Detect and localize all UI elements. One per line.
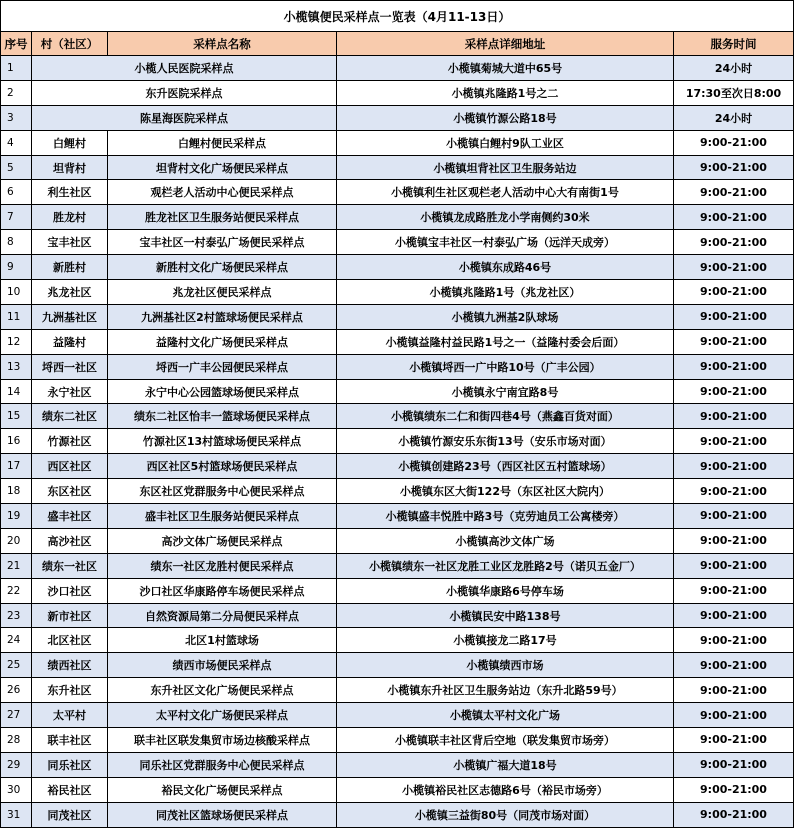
table-row <box>1 80 794 105</box>
cell-village[interactable]: 九洲基社区 <box>32 304 108 329</box>
cell-village[interactable]: 胜龙村 <box>32 205 108 230</box>
cell-no[interactable]: 19 <box>1 504 32 529</box>
table-row <box>1 728 794 753</box>
table-row <box>1 354 794 379</box>
cell-village[interactable]: 坦背村 <box>32 155 108 180</box>
cell-site-name[interactable]: 东升医院采样点 <box>32 80 337 105</box>
cell-address[interactable]: 小榄镇埒西一广中路10号（广丰公园） <box>337 354 674 379</box>
cell-village[interactable]: 西区社区 <box>32 454 108 479</box>
cell-address[interactable]: 小榄镇太平村文化广场 <box>337 703 674 728</box>
cell-site-name[interactable]: 陈星海医院采样点 <box>32 105 337 130</box>
cell-hours[interactable]: 9:00-21:00 <box>674 752 794 777</box>
cell-no[interactable]: 3 <box>1 105 32 130</box>
cell-village[interactable]: 宝丰社区 <box>32 230 108 255</box>
cell-hours[interactable]: 9:00-21:00 <box>674 454 794 479</box>
cell-hours[interactable]: 9:00-21:00 <box>674 678 794 703</box>
cell-no[interactable]: 2 <box>1 80 32 105</box>
cell-site-name[interactable]: 绩东二社区怡丰一篮球场便民采样点 <box>108 404 337 429</box>
cell-address[interactable]: 小榄镇九洲基2队球场 <box>337 304 674 329</box>
cell-no[interactable]: 1 <box>1 56 32 81</box>
cell-village[interactable]: 绩东二社区 <box>32 404 108 429</box>
cell-village[interactable]: 联丰社区 <box>32 728 108 753</box>
cell-site-name[interactable]: 胜龙社区卫生服务站便民采样点 <box>108 205 337 230</box>
cell-site-name[interactable]: 九洲基社区2村篮球场便民采样点 <box>108 304 337 329</box>
cell-address[interactable]: 小榄镇裕民社区志德路6号（裕民市场旁） <box>337 777 674 802</box>
cell-hours[interactable]: 9:00-21:00 <box>674 230 794 255</box>
cell-site-name[interactable]: 坦背村文化广场便民采样点 <box>108 155 337 180</box>
cell-village[interactable]: 沙口社区 <box>32 578 108 603</box>
cell-hours[interactable]: 24小时 <box>674 105 794 130</box>
cell-no[interactable]: 5 <box>1 155 32 180</box>
cell-no[interactable]: 9 <box>1 255 32 280</box>
table-row <box>1 653 794 678</box>
cell-village[interactable]: 东区社区 <box>32 479 108 504</box>
cell-no[interactable]: 30 <box>1 777 32 802</box>
table-row <box>1 504 794 529</box>
cell-no[interactable]: 25 <box>1 653 32 678</box>
cell-no[interactable]: 4 <box>1 130 32 155</box>
cell-no[interactable]: 17 <box>1 454 32 479</box>
cell-address[interactable]: 小榄镇坦背社区卫生服务站边 <box>337 155 674 180</box>
cell-village[interactable]: 新市社区 <box>32 603 108 628</box>
cell-village[interactable]: 埒西一社区 <box>32 354 108 379</box>
cell-no[interactable]: 15 <box>1 404 32 429</box>
cell-site-name[interactable]: 白鲤村便民采样点 <box>108 130 337 155</box>
cell-no[interactable]: 23 <box>1 603 32 628</box>
cell-no[interactable]: 16 <box>1 429 32 454</box>
cell-site-name[interactable]: 同乐社区党群服务中心便民采样点 <box>108 752 337 777</box>
cell-site-name[interactable]: 益隆村文化广场便民采样点 <box>108 329 337 354</box>
table-row <box>1 454 794 479</box>
cell-site-name[interactable]: 小榄人民医院采样点 <box>32 56 337 81</box>
cell-hours[interactable]: 9:00-21:00 <box>674 404 794 429</box>
cell-hours[interactable]: 9:00-21:00 <box>674 528 794 553</box>
cell-hours[interactable]: 9:00-21:00 <box>674 578 794 603</box>
table-row <box>1 379 794 404</box>
cell-hours[interactable]: 9:00-21:00 <box>674 379 794 404</box>
cell-village[interactable]: 竹源社区 <box>32 429 108 454</box>
cell-village[interactable]: 利生社区 <box>32 180 108 205</box>
cell-hours[interactable]: 9:00-21:00 <box>674 703 794 728</box>
cell-hours[interactable]: 9:00-21:00 <box>674 504 794 529</box>
cell-village[interactable]: 永宁社区 <box>32 379 108 404</box>
cell-site-name[interactable]: 北区1村篮球场 <box>108 628 337 653</box>
cell-address[interactable]: 小榄镇利生社区观栏老人活动中心大有南街1号 <box>337 180 674 205</box>
cell-site-name[interactable]: 联丰社区联发集贸市场边核酸采样点 <box>108 728 337 753</box>
cell-village[interactable]: 新胜村 <box>32 255 108 280</box>
cell-hours[interactable]: 9:00-21:00 <box>674 429 794 454</box>
cell-hours[interactable]: 9:00-21:00 <box>674 280 794 305</box>
cell-address[interactable]: 小榄镇龙成路胜龙小学南侧约30米 <box>337 205 674 230</box>
cell-hours[interactable]: 9:00-21:00 <box>674 354 794 379</box>
cell-no[interactable]: 28 <box>1 728 32 753</box>
cell-site-name[interactable]: 东升社区文化广场便民采样点 <box>108 678 337 703</box>
cell-address[interactable]: 小榄镇创建路23号（西区社区五村篮球场） <box>337 454 674 479</box>
cell-hours[interactable]: 9:00-21:00 <box>674 255 794 280</box>
table-row <box>1 528 794 553</box>
cell-village[interactable]: 盛丰社区 <box>32 504 108 529</box>
cell-address[interactable]: 小榄镇竹源安乐东街13号（安乐市场对面） <box>337 429 674 454</box>
cell-village[interactable]: 益隆村 <box>32 329 108 354</box>
cell-hours[interactable]: 9:00-21:00 <box>674 479 794 504</box>
cell-hours[interactable]: 9:00-21:00 <box>674 802 794 827</box>
cell-site-name[interactable]: 观栏老人活动中心便民采样点 <box>108 180 337 205</box>
table-row <box>1 678 794 703</box>
cell-site-name[interactable]: 竹源社区13村篮球场便民采样点 <box>108 429 337 454</box>
table-row <box>1 628 794 653</box>
cell-no[interactable]: 18 <box>1 479 32 504</box>
cell-site-name[interactable]: 东区社区党群服务中心便民采样点 <box>108 479 337 504</box>
cell-hours[interactable]: 9:00-21:00 <box>674 777 794 802</box>
cell-village[interactable]: 高沙社区 <box>32 528 108 553</box>
cell-no[interactable]: 10 <box>1 280 32 305</box>
cell-address[interactable]: 小榄镇益隆村益民路1号之一（益隆村委会后面） <box>337 329 674 354</box>
cell-address[interactable]: 小榄镇盛丰悦胜中路3号（克劳迪员工公寓楼旁） <box>337 504 674 529</box>
cell-village[interactable]: 同乐社区 <box>32 752 108 777</box>
cell-site-name[interactable]: 新胜村文化广场便民采样点 <box>108 255 337 280</box>
cell-village[interactable]: 裕民社区 <box>32 777 108 802</box>
cell-site-name[interactable]: 沙口社区华康路停车场便民采样点 <box>108 578 337 603</box>
cell-village[interactable]: 同茂社区 <box>32 802 108 827</box>
table-row <box>1 205 794 230</box>
cell-no[interactable]: 22 <box>1 578 32 603</box>
table-row <box>1 703 794 728</box>
cell-address[interactable]: 小榄镇民安中路138号 <box>337 603 674 628</box>
cell-village[interactable]: 北区社区 <box>32 628 108 653</box>
header-cell-village[interactable]: 村（社区） <box>32 32 108 56</box>
cell-site-name[interactable]: 自然资源局第二分局便民采样点 <box>108 603 337 628</box>
cell-no[interactable]: 11 <box>1 304 32 329</box>
cell-address[interactable]: 小榄镇高沙文体广场 <box>337 528 674 553</box>
table-row <box>1 479 794 504</box>
table-row <box>1 155 794 180</box>
cell-site-name[interactable]: 宝丰社区一村泰弘广场便民采样点 <box>108 230 337 255</box>
table-row <box>1 429 794 454</box>
cell-site-name[interactable]: 盛丰社区卫生服务站便民采样点 <box>108 504 337 529</box>
cell-no[interactable]: 7 <box>1 205 32 230</box>
cell-address[interactable]: 小榄镇联丰社区背后空地（联发集贸市场旁） <box>337 728 674 753</box>
table-row <box>1 230 794 255</box>
cell-address[interactable]: 小榄镇接龙二路17号 <box>337 628 674 653</box>
cell-site-name[interactable]: 永宁中心公园篮球场便民采样点 <box>108 379 337 404</box>
table-row <box>1 105 794 130</box>
cell-address[interactable]: 小榄镇菊城大道中65号 <box>337 56 674 81</box>
cell-no[interactable]: 6 <box>1 180 32 205</box>
cell-hours[interactable]: 9:00-21:00 <box>674 130 794 155</box>
header-cell-hours[interactable]: 服务时间 <box>674 32 794 56</box>
cell-no[interactable]: 24 <box>1 628 32 653</box>
cell-address[interactable]: 小榄镇白鲤村9队工业区 <box>337 130 674 155</box>
table-row <box>1 802 794 827</box>
cell-hours[interactable]: 9:00-21:00 <box>674 553 794 578</box>
table-row <box>1 553 794 578</box>
cell-site-name[interactable]: 裕民文化广场便民采样点 <box>108 777 337 802</box>
cell-no[interactable]: 21 <box>1 553 32 578</box>
cell-hours[interactable]: 9:00-21:00 <box>674 603 794 628</box>
cell-site-name[interactable]: 兆龙社区便民采样点 <box>108 280 337 305</box>
cell-site-name[interactable]: 埒西一广丰公园便民采样点 <box>108 354 337 379</box>
cell-address[interactable]: 小榄镇绩东二仁和街四巷4号（燕鑫百货对面） <box>337 404 674 429</box>
cell-address[interactable]: 小榄镇宝丰社区一村泰弘广场（远洋天成旁） <box>337 230 674 255</box>
cell-no[interactable]: 13 <box>1 354 32 379</box>
cell-village[interactable]: 绩西社区 <box>32 653 108 678</box>
title-row <box>1 1 794 32</box>
cell-hours[interactable]: 17:30至次日8:00 <box>674 80 794 105</box>
table-row <box>1 130 794 155</box>
cell-address[interactable]: 小榄镇东成路46号 <box>337 255 674 280</box>
cell-address[interactable]: 小榄镇三益街80号（同茂市场对面） <box>337 802 674 827</box>
table-row <box>1 752 794 777</box>
cell-address[interactable]: 小榄镇东升社区卫生服务站边（东升北路59号） <box>337 678 674 703</box>
cell-village[interactable]: 兆龙社区 <box>32 280 108 305</box>
cell-no[interactable]: 8 <box>1 230 32 255</box>
cell-address[interactable]: 小榄镇华康路6号停车场 <box>337 578 674 603</box>
cell-no[interactable]: 20 <box>1 528 32 553</box>
cell-village[interactable]: 太平村 <box>32 703 108 728</box>
cell-hours[interactable]: 9:00-21:00 <box>674 653 794 678</box>
cell-site-name[interactable]: 太平村文化广场便民采样点 <box>108 703 337 728</box>
cell-hours[interactable]: 9:00-21:00 <box>674 728 794 753</box>
cell-address[interactable]: 小榄镇绩西市场 <box>337 653 674 678</box>
cell-site-name[interactable]: 绩东一社区龙胜村便民采样点 <box>108 553 337 578</box>
cell-site-name[interactable]: 绩西市场便民采样点 <box>108 653 337 678</box>
cell-hours[interactable]: 9:00-21:00 <box>674 155 794 180</box>
cell-hours[interactable]: 24小时 <box>674 56 794 81</box>
cell-address[interactable]: 小榄镇兆隆路1号（兆龙社区） <box>337 280 674 305</box>
table-row <box>1 304 794 329</box>
cell-address[interactable]: 小榄镇东区大街122号（东区社区大院内） <box>337 479 674 504</box>
cell-no[interactable]: 12 <box>1 329 32 354</box>
cell-site-name[interactable]: 同茂社区篮球场便民采样点 <box>108 802 337 827</box>
cell-hours[interactable]: 9:00-21:00 <box>674 329 794 354</box>
table-row <box>1 404 794 429</box>
cell-no[interactable]: 29 <box>1 752 32 777</box>
cell-no[interactable]: 27 <box>1 703 32 728</box>
header-cell-address[interactable]: 采样点详细地址 <box>337 32 674 56</box>
cell-hours[interactable]: 9:00-21:00 <box>674 180 794 205</box>
table-row <box>1 180 794 205</box>
cell-village[interactable]: 东升社区 <box>32 678 108 703</box>
cell-village[interactable]: 白鲤村 <box>32 130 108 155</box>
table-row <box>1 255 794 280</box>
cell-address[interactable]: 小榄镇兆隆路1号之二 <box>337 80 674 105</box>
cell-address[interactable]: 小榄镇广福大道18号 <box>337 752 674 777</box>
table-row <box>1 578 794 603</box>
cell-address[interactable]: 小榄镇永宁南宜路8号 <box>337 379 674 404</box>
cell-site-name[interactable]: 西区社区5村篮球场便民采样点 <box>108 454 337 479</box>
cell-site-name[interactable]: 高沙文体广场便民采样点 <box>108 528 337 553</box>
table-row <box>1 777 794 802</box>
header-row <box>1 32 794 56</box>
cell-no[interactable]: 14 <box>1 379 32 404</box>
cell-hours[interactable]: 9:00-21:00 <box>674 628 794 653</box>
cell-village[interactable]: 绩东一社区 <box>32 553 108 578</box>
header-cell-no[interactable]: 序号 <box>1 32 32 56</box>
header-cell-site-name[interactable]: 采样点名称 <box>108 32 337 56</box>
cell-address[interactable]: 小榄镇竹源公路18号 <box>337 105 674 130</box>
table-row <box>1 56 794 81</box>
table-row <box>1 329 794 354</box>
cell-address[interactable]: 小榄镇绩东一社区龙胜工业区龙胜路2号（诺贝五金厂） <box>337 553 674 578</box>
cell-hours[interactable]: 9:00-21:00 <box>674 205 794 230</box>
table-row <box>1 280 794 305</box>
table-title[interactable]: 小榄镇便民采样点一览表（4月11-13日） <box>1 1 794 32</box>
cell-hours[interactable]: 9:00-21:00 <box>674 304 794 329</box>
table-row <box>1 603 794 628</box>
table-body <box>1 56 794 828</box>
cell-no[interactable]: 26 <box>1 678 32 703</box>
cell-no[interactable]: 31 <box>1 802 32 827</box>
